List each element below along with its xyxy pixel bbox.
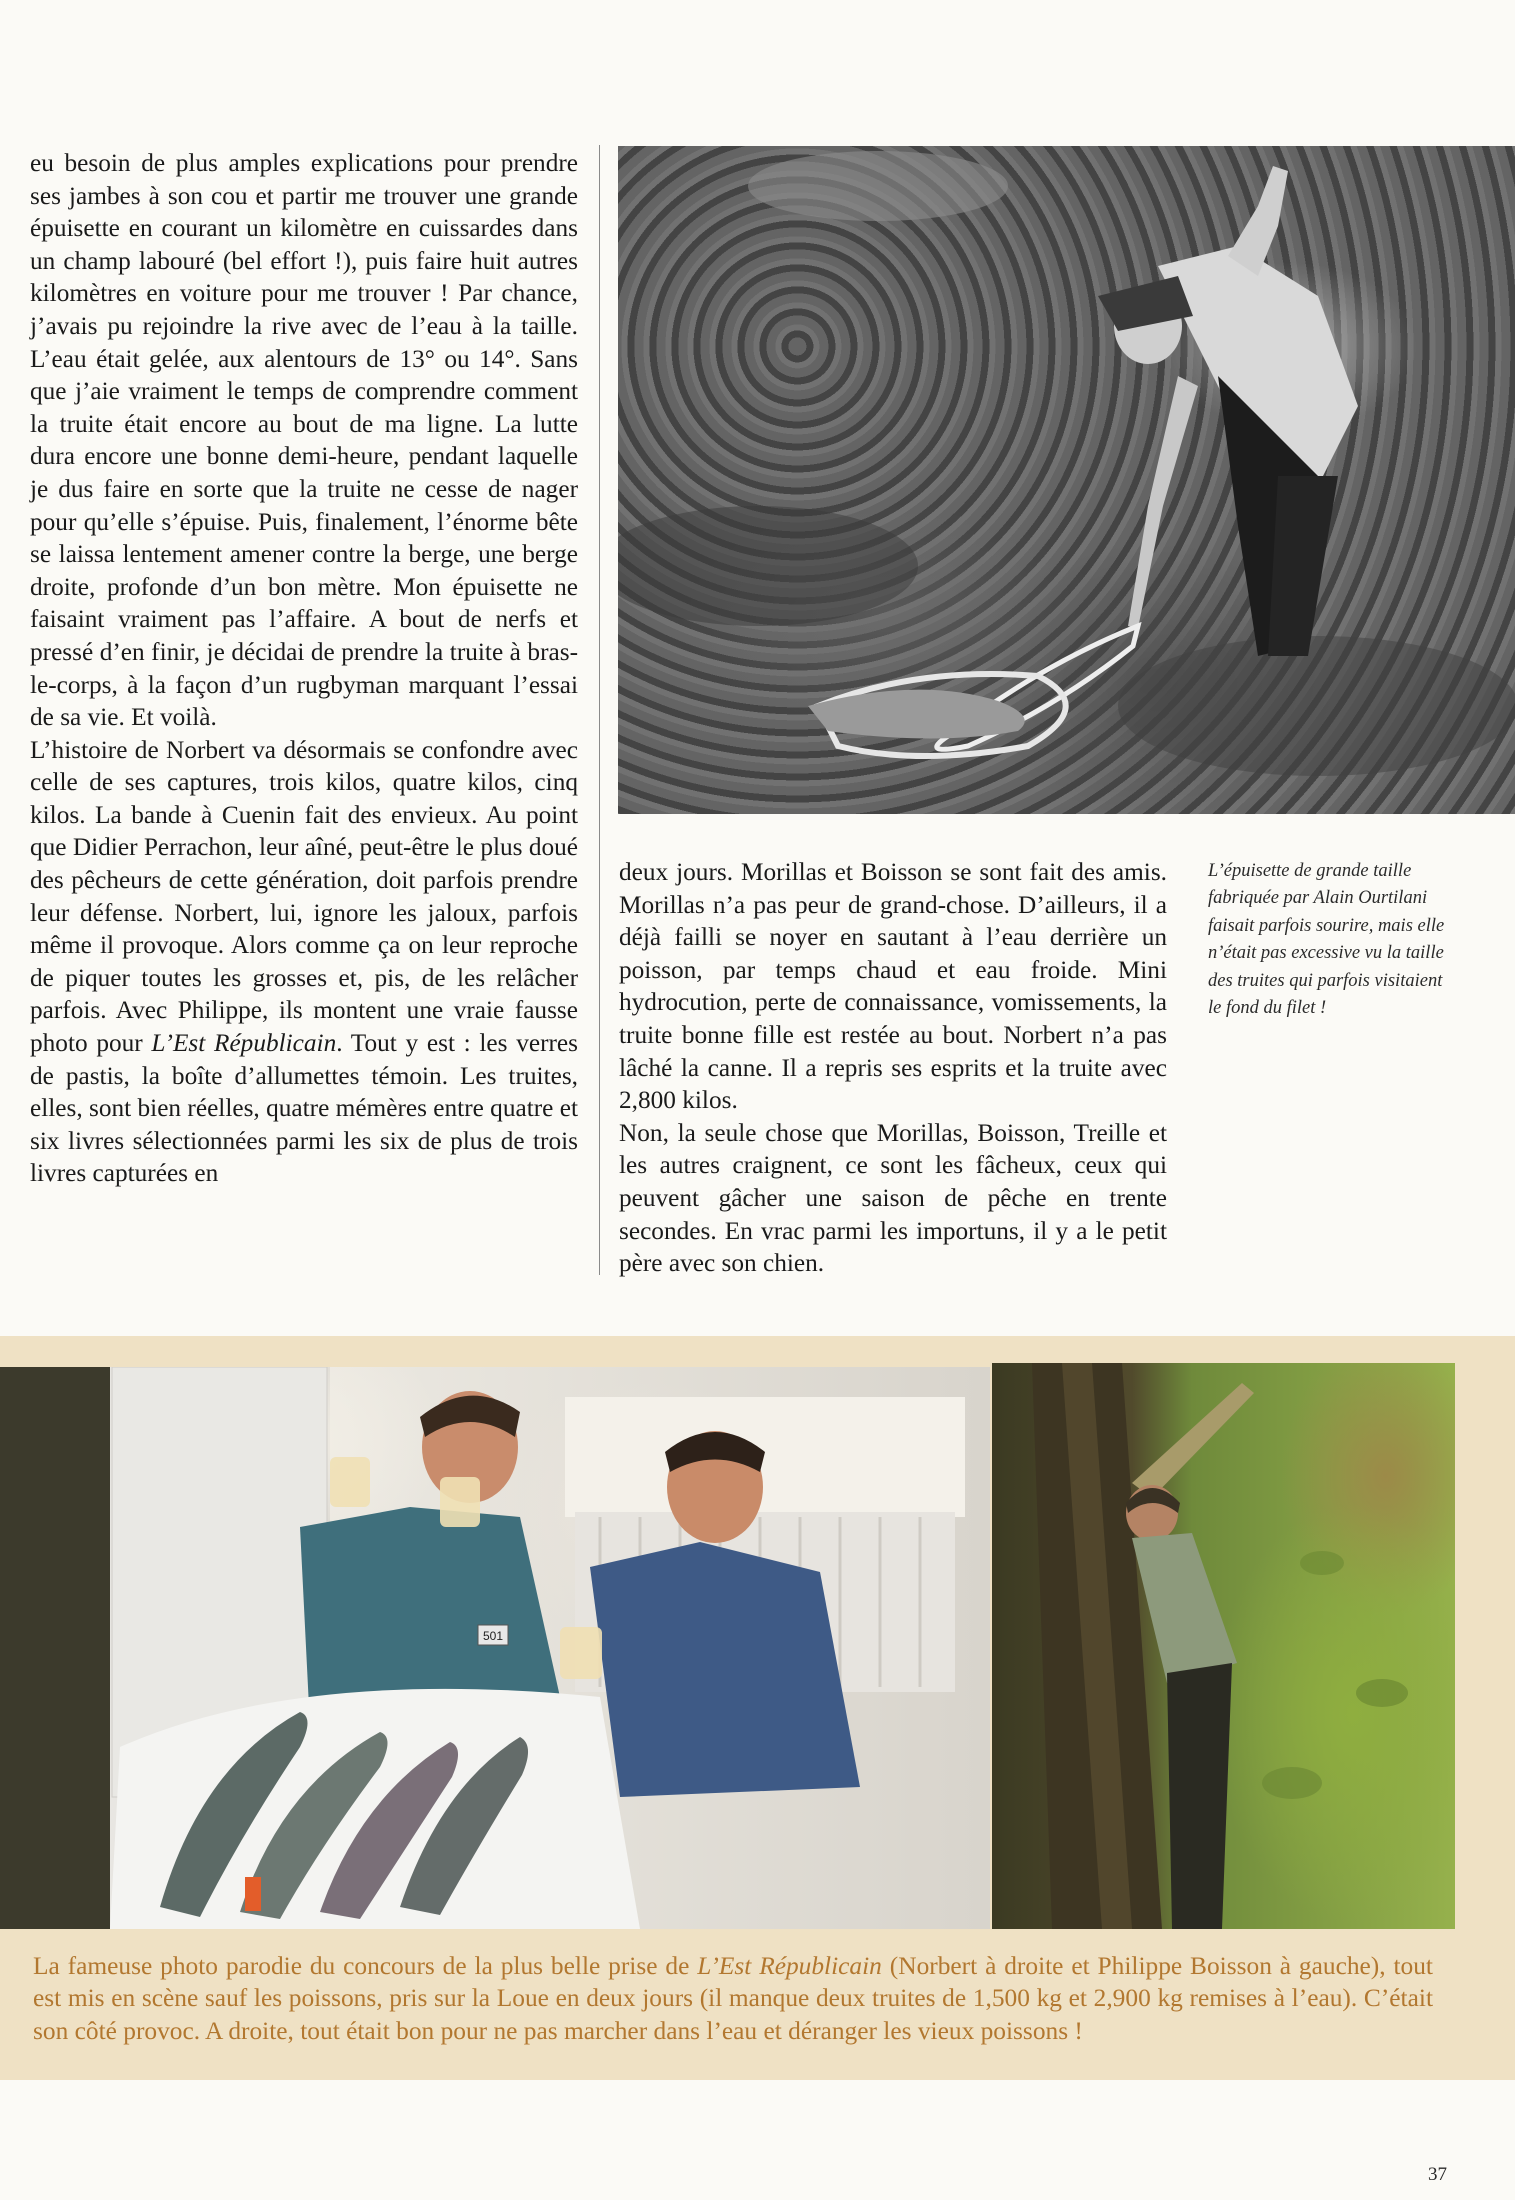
paragraph — [30, 734, 578, 1190]
shirt-tag-text: 501 — [482, 1629, 504, 1643]
body-text-middle-column — [619, 856, 1167, 1280]
paragraph-text: L’histoire de Norbert va désormais se confondre avec celle de ses captures, trois kilos, quatre kilos, cinq kilos. La bande à Cuenin fait des envieux. Au point que Didier Perrachon, leur aîné, peut-être le plus doué des pêcheurs de cette génération, doit parfois prendre leur défense. Norbert, lui, ignore les jaloux, parfois même il provoque. Alors comme ça on leur reproche de piquer toutes les grosses et, pis, de les relâcher parfois. Avec Philippe, ils montent une vraie fausse photo pour — [30, 735, 578, 1058]
paragraph: eu besoin de plus amples explications pour prendre ses jambes à son cou et partir me trouver une grande épuisette en courant un kilomètre en cuissardes dans un champ labouré (bel effort !), puis faire huit autres kilomètres en voiture pour me trouver ! Par chance, j’avais pu rejoindre la rive avec de l’eau à la taille. L’eau était gelée, aux alentours de 13° ou 14°. Sans que j’aie vraiment le temps de comprendre comment la truite était encore au bout de ma ligne. La lutte dura encore une bonne demi-heure, pendant laquelle je dus faire en sorte que la truite ne cesse de nager pour qu’elle s’épuise. Puis, finalement, l’énorme bête se laissa lentement amener contre la berge, une berge droite, profonde d’un bon mètre. Mon épuisette ne faisaint vraiment pas l’affaire. A bout de nerfs et pressé d’en finir, je décidai de prendre la truite à bras-le-corps, à la façon d’un rugbyman marquant l’essai de sa vie. Et voilà. — [30, 149, 578, 732]
paragraph-text: . Tout y est : les verres de pastis, la boîte d’allumettes témoin. Les truites, elles, sont bien réelles, quatre mémères entre quatre et six livres sélectionnées parmi les six de plus de trois livres capturées en — [30, 1029, 579, 1188]
caption-text — [33, 1950, 1433, 2047]
newspaper-title: L’Est Républicain — [151, 1029, 337, 1058]
column-divider — [599, 145, 600, 1275]
photo-angler-with-landing-net — [618, 146, 1515, 814]
newspaper-title: L’Est Républicain — [697, 1952, 882, 1980]
photo-angler-clinging-to-tree-by-river — [992, 1363, 1455, 1929]
paragraph: deux jours. Morillas et Boisson se sont fait des amis. Morillas n’a pas peur de grand-chose. D’ailleurs, il a déjà failli se noyer en sautant à l’eau derrière un poisson, par temps chaud et eau froide. Mini hydrocution, perte de connaissance, vomissements, la truite bonne fille est restée au bout. Norbert n’a pas lâché la canne. Il a repris ses esprits et la truite avec 2,800 kilos. — [619, 858, 1167, 1115]
page-number: 37 — [1428, 2164, 1447, 2185]
caption-segment: La fameuse photo parodie du concours de la plus belle prise de — [33, 1952, 698, 1980]
body-text-left-column — [30, 147, 578, 1190]
caption-segment: (Norbert à droite et Philippe Boisson à gauche), tout est mis en scène sauf les poissons, pris sur la Loue en deux jours (il manque deux truites de 1,500 kg et 2,900 kg remises à l’eau). C’était son côté provoc. A droite, tout était bon pour ne pas marcher dans l’eau et déranger les vieux poissons ! — [33, 1952, 1433, 2045]
photo-caption — [1208, 858, 1448, 1022]
paragraph: Non, la seule chose que Morillas, Boisson, Treille et les autres craignent, ce sont les fâcheux, ceux qui peuvent gâcher une saison de pêche en trente secondes. En vrac parmi les importuns, il y a le petit père avec son chien. — [619, 1118, 1167, 1278]
photo-two-anglers-toasting-with-trout — [0, 1367, 990, 1929]
caption-text: L’épuisette de grande taille fabriquée par Alain Ourtilani faisait parfois sourire, mais elle n’était pas excessive vu la taille des truites qui parfois visitaient le fond du filet ! — [1208, 861, 1445, 1019]
band-photo-caption — [33, 1950, 1433, 2047]
